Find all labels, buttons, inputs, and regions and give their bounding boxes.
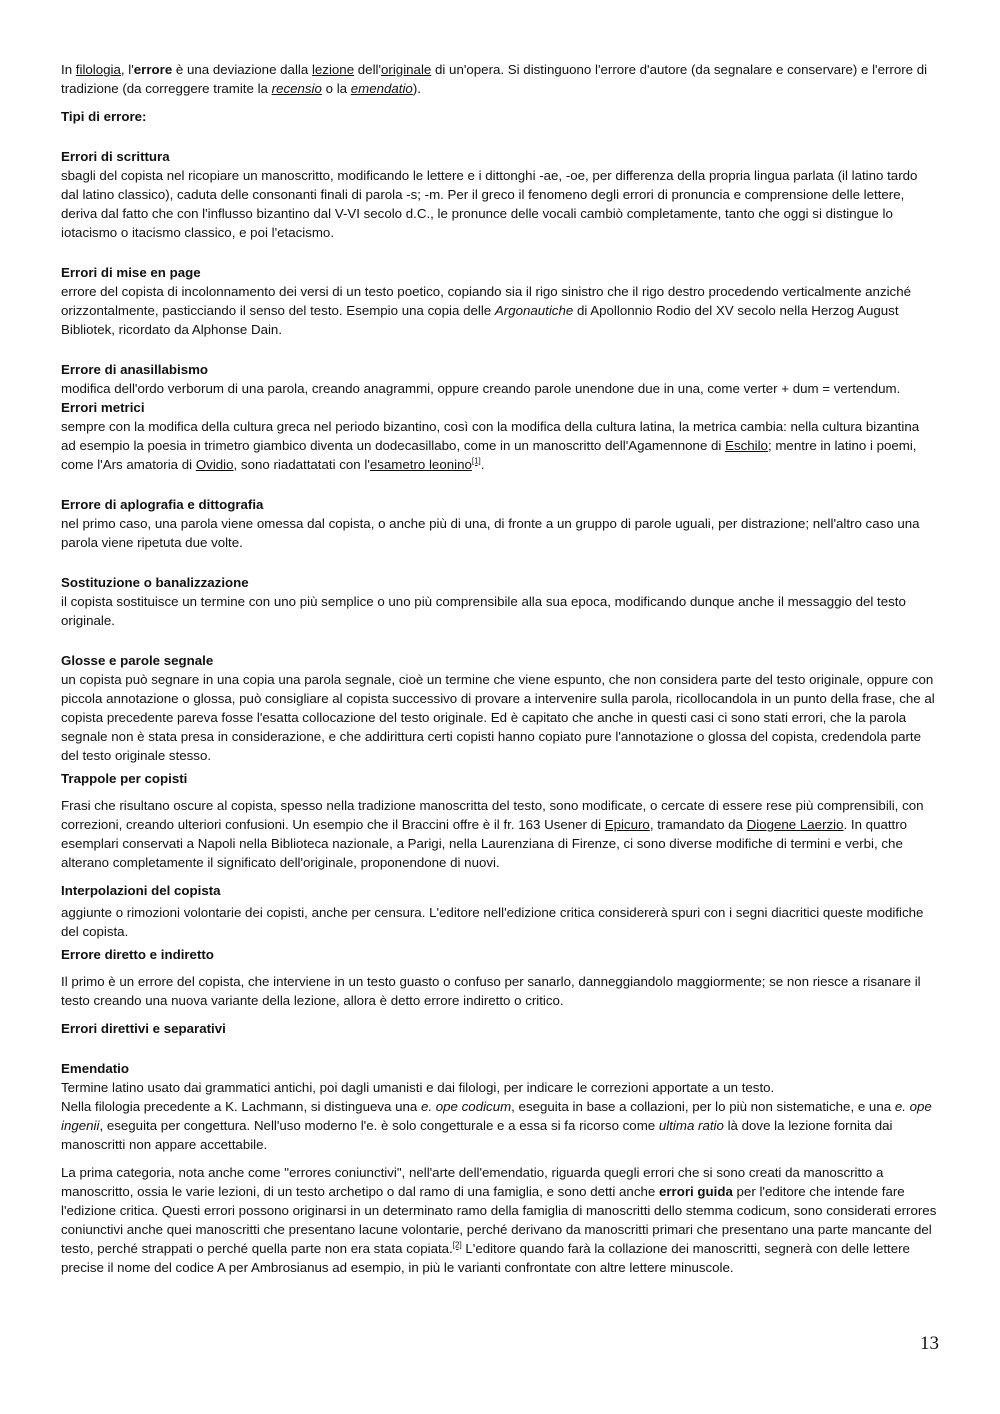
bold-errore: errore [133,62,173,77]
interpolazioni-body: aggiunte o rimozioni volontarie dei copisti, anche per censura. L'editore nell'edizione critica considererà spuri con i segni diacritici queste modifiche del copista. [61,905,924,939]
link-eschilo[interactable]: Eschilo [725,438,768,453]
errori-guida-bold: errori guida [658,1184,733,1199]
document-page [61,60,937,1277]
emendatio-text: là dove la lezione fornita dai manoscritti non appare accettabile. [61,1118,893,1152]
mise-text: di Apollonnio Rodio del XV secolo nella Herzog August Bibliotek, ricordato da Alphonse Dain. [61,303,899,337]
trappole-text: , tramandato da [649,817,747,832]
diretto-body: Il primo è un errore del copista, che interviene in un testo guasto o confuso per sanarlo, danneggiandolo maggiormente; se non riesce a risanare il testo creando una nuova variante della lezione, allora è detto errore indiretto o critico. [61,974,921,1008]
scrittura-body: sbagli del copista nel ricopiare un manoscritto, modificando le lettere e i dittonghi -ae, -oe, per differenza della propria lingua parlata (il latino tardo dal latino classico), caduta delle consonanti finali di parola -s; -m. Per il greco il fenomeno degli errori di pronuncia e comprensione delle lettere, deriva dal fatto che con l'influsso bizantino dal V-VI secolo d.C., le pronunce delle vocali cambiò completamente, tanto che oggi si distingue lo iotacismo o itacismo classico, e poi l'etacismo. [61,168,918,240]
ope-codicum-italic: e. ope codicum [420,1099,512,1114]
link-diogene-laerzio[interactable]: Diogene Laerzio [746,817,844,832]
emendatio-line2 [61,1097,937,1154]
tipi-heading: Tipi di errore: [61,109,147,124]
metrici-title: Errori metrici [61,400,145,415]
trappole-body [61,796,937,872]
anasillabismo-body: modifica dell'ordo verborum di una parola, creando anagrammi, oppure creando parole unendone due in una, come verter + dum = vertendum. [61,381,901,396]
interpolazioni-title: Interpolazioni del copista [61,883,221,898]
ope-ingenii-italic: e. ope ingenii [61,1099,932,1133]
metrici-text: . [480,457,485,472]
metrici-text: sempre con la modifica della cultura greca nel periodo bizantino, così con la modifica della cultura latina, la metrica cambia: nella cultura bizantina ad esempio la poesia in trimetro giambico diventa un dodecasillabo, come in un manoscritto dell'Agamennone di [61,419,920,453]
direttivi-heading: Errori direttivi e separativi [61,1021,226,1036]
trappole-text: . In quattro esemplari conservati a Napoli nella Biblioteca nazionale, a Parigi, nella Laurenziana di Firenze, ci sono diverse modifiche di termini e verbi, che alterano completamente il significato dell'originale, proponendone di nuovi. [61,817,908,870]
categoria-text: La prima categoria, nota anche come "errores coniunctivi", nell'arte dell'emendatio, riguarda quegli errori che si sono creati da manoscritto a manoscritto, ossia le varie lezioni, di un testo archetipo o dal ramo di una famiglia, e sono detti anche [61,1165,884,1199]
categoria-text: L'editore quando farà la collazione dei manoscritti, segnerà con delle lettere precise il nome del codice A per Ambrosianus ad esempio, in più le varianti confrontate con altre lettere minuscole. [61,1241,910,1275]
glosse-title: Glosse e parole segnale [61,653,214,668]
intro-paragraph [61,60,937,98]
categoria-text: per l'editore che intende fare l'edizione critica. Questi errori possono originarsi in un determinato ramo della famiglia di manoscritti dello stemma codicum, sono considerati errores coniunctivi anche quei manoscritti che presentano lacune volontarie, perché derivano da manoscritti primari che presentano una parte mancante del testo, perché strappati o perché quella parte non era stata copiata. [61,1184,937,1256]
emendatio-text: Nella filologia precedente a K. Lachmann, si distingueva una [61,1099,421,1114]
aplografia-body: nel primo caso, una parola viene omessa dal copista, o anche più di una, di fronte a un gruppo di parole uguali, per distrazione; nell'altro caso una parola viene ripetuta due volte. [61,516,920,550]
link-filologia[interactable]: filologia [75,62,121,77]
intro-text: è una deviazione dalla [172,62,312,77]
footnote-ref-1[interactable]: [1] [471,456,481,466]
link-ovidio[interactable]: Ovidio [195,457,234,472]
link-esametro-leonino[interactable]: esametro leonino [369,457,472,472]
intro-text: di un'opera. Si distinguono l'errore d'autore (da segnalare e conservare) e l'errore di tradizione (da correggere tramite la [61,62,928,96]
link-originale[interactable]: originale [381,62,432,77]
page-number: 13 [920,1333,939,1354]
scrittura-title: Errori di scrittura [61,149,170,164]
argonautiche-italic: Argonautiche [494,303,574,318]
intro-text: In [61,62,76,77]
glosse-body: un copista può segnare in una copia una parola segnale, cioè un termine che viene espunto, che non considera parte del testo originale, oppure con piccola annotazione o glossa, può consigliare al copista successivo di provare a intervenire sulla parola, ricollocandola in un punto della frase, che al copista precedente pareva fosse l'esatta collocazione del testo originale. Ed è capitato che anche in questi casi ci sono stati errori, che la parola segnale non è stata presa in considerazione, e che addirittura certi copisti hanno copiato pure l'annotazione o glossa del copista, credendola parte del testo originale stesso. [61,672,935,763]
intro-text: ). [412,81,421,96]
trappole-title: Trappole per copisti [61,771,188,786]
emendatio-title: Emendatio [61,1061,129,1076]
sostituzione-title: Sostituzione o banalizzazione [61,575,249,590]
mise-text: errore del copista di incolonnamento dei versi di un testo poetico, copiando sia il rigo sinistro che il rigo destro procedendo verticalmente anziché orizzontalmente, pasticciando il senso del testo. Esempio una copia delle [61,284,911,318]
ultima-ratio-italic: ultima ratio [658,1118,724,1133]
emendatio-line1: Termine latino usato dai grammatici antichi, poi dagli umanisti e dai filologi, per indicare le correzioni apportate a un testo. [61,1080,775,1095]
link-emendatio[interactable] [351,81,413,96]
link-lezione[interactable]: lezione [311,62,355,77]
intro-text: o la [321,81,351,96]
link-epicuro[interactable]: Epicuro [604,817,650,832]
diretto-title: Errore diretto e indiretto [61,947,214,962]
metrici-text: ; mentre in latino i poemi, come l'Ars amatoria di [61,438,917,472]
footnote-ref-2[interactable]: [2] [452,1240,462,1250]
emendatio-italic[interactable]: emendatio [350,81,413,96]
mise-body [61,282,937,339]
emendatio-text: , eseguita in base a collazioni, per lo più non sistematiche, e una [511,1099,895,1114]
mise-title: Errori di mise en page [61,265,201,280]
aplografia-title: Errore di aplografia e dittografia [61,497,264,512]
metrici-body [61,417,937,474]
intro-text: , l' [120,62,134,77]
trappole-text: Frasi che risultano oscure al copista, spesso nella tradizione manoscritta del testo, sono modificate, o cercate di essere rese più comprensibili, con correzioni, creando ulteriori confusioni. Un esempio che il Braccini offre è il fr. 163 Usener di [61,798,924,832]
sostituzione-body: il copista sostituisce un termine con uno più semplice o uno più comprensibile alla sua epoca, modificando dunque anche il messaggio del testo originale. [61,594,906,628]
categoria-paragraph [61,1163,937,1277]
recensio-italic[interactable]: recensio [271,81,322,96]
anasillabismo-title: Errore di anasillabismo [61,362,209,377]
link-recensio[interactable] [272,81,322,96]
intro-text: dell' [354,62,382,77]
emendatio-text: , eseguita per congettura. Nell'uso moderno l'e. è solo congetturale e a essa si fa ricorso come [99,1118,659,1133]
metrici-text: , sono riadattatati con l' [233,457,370,472]
